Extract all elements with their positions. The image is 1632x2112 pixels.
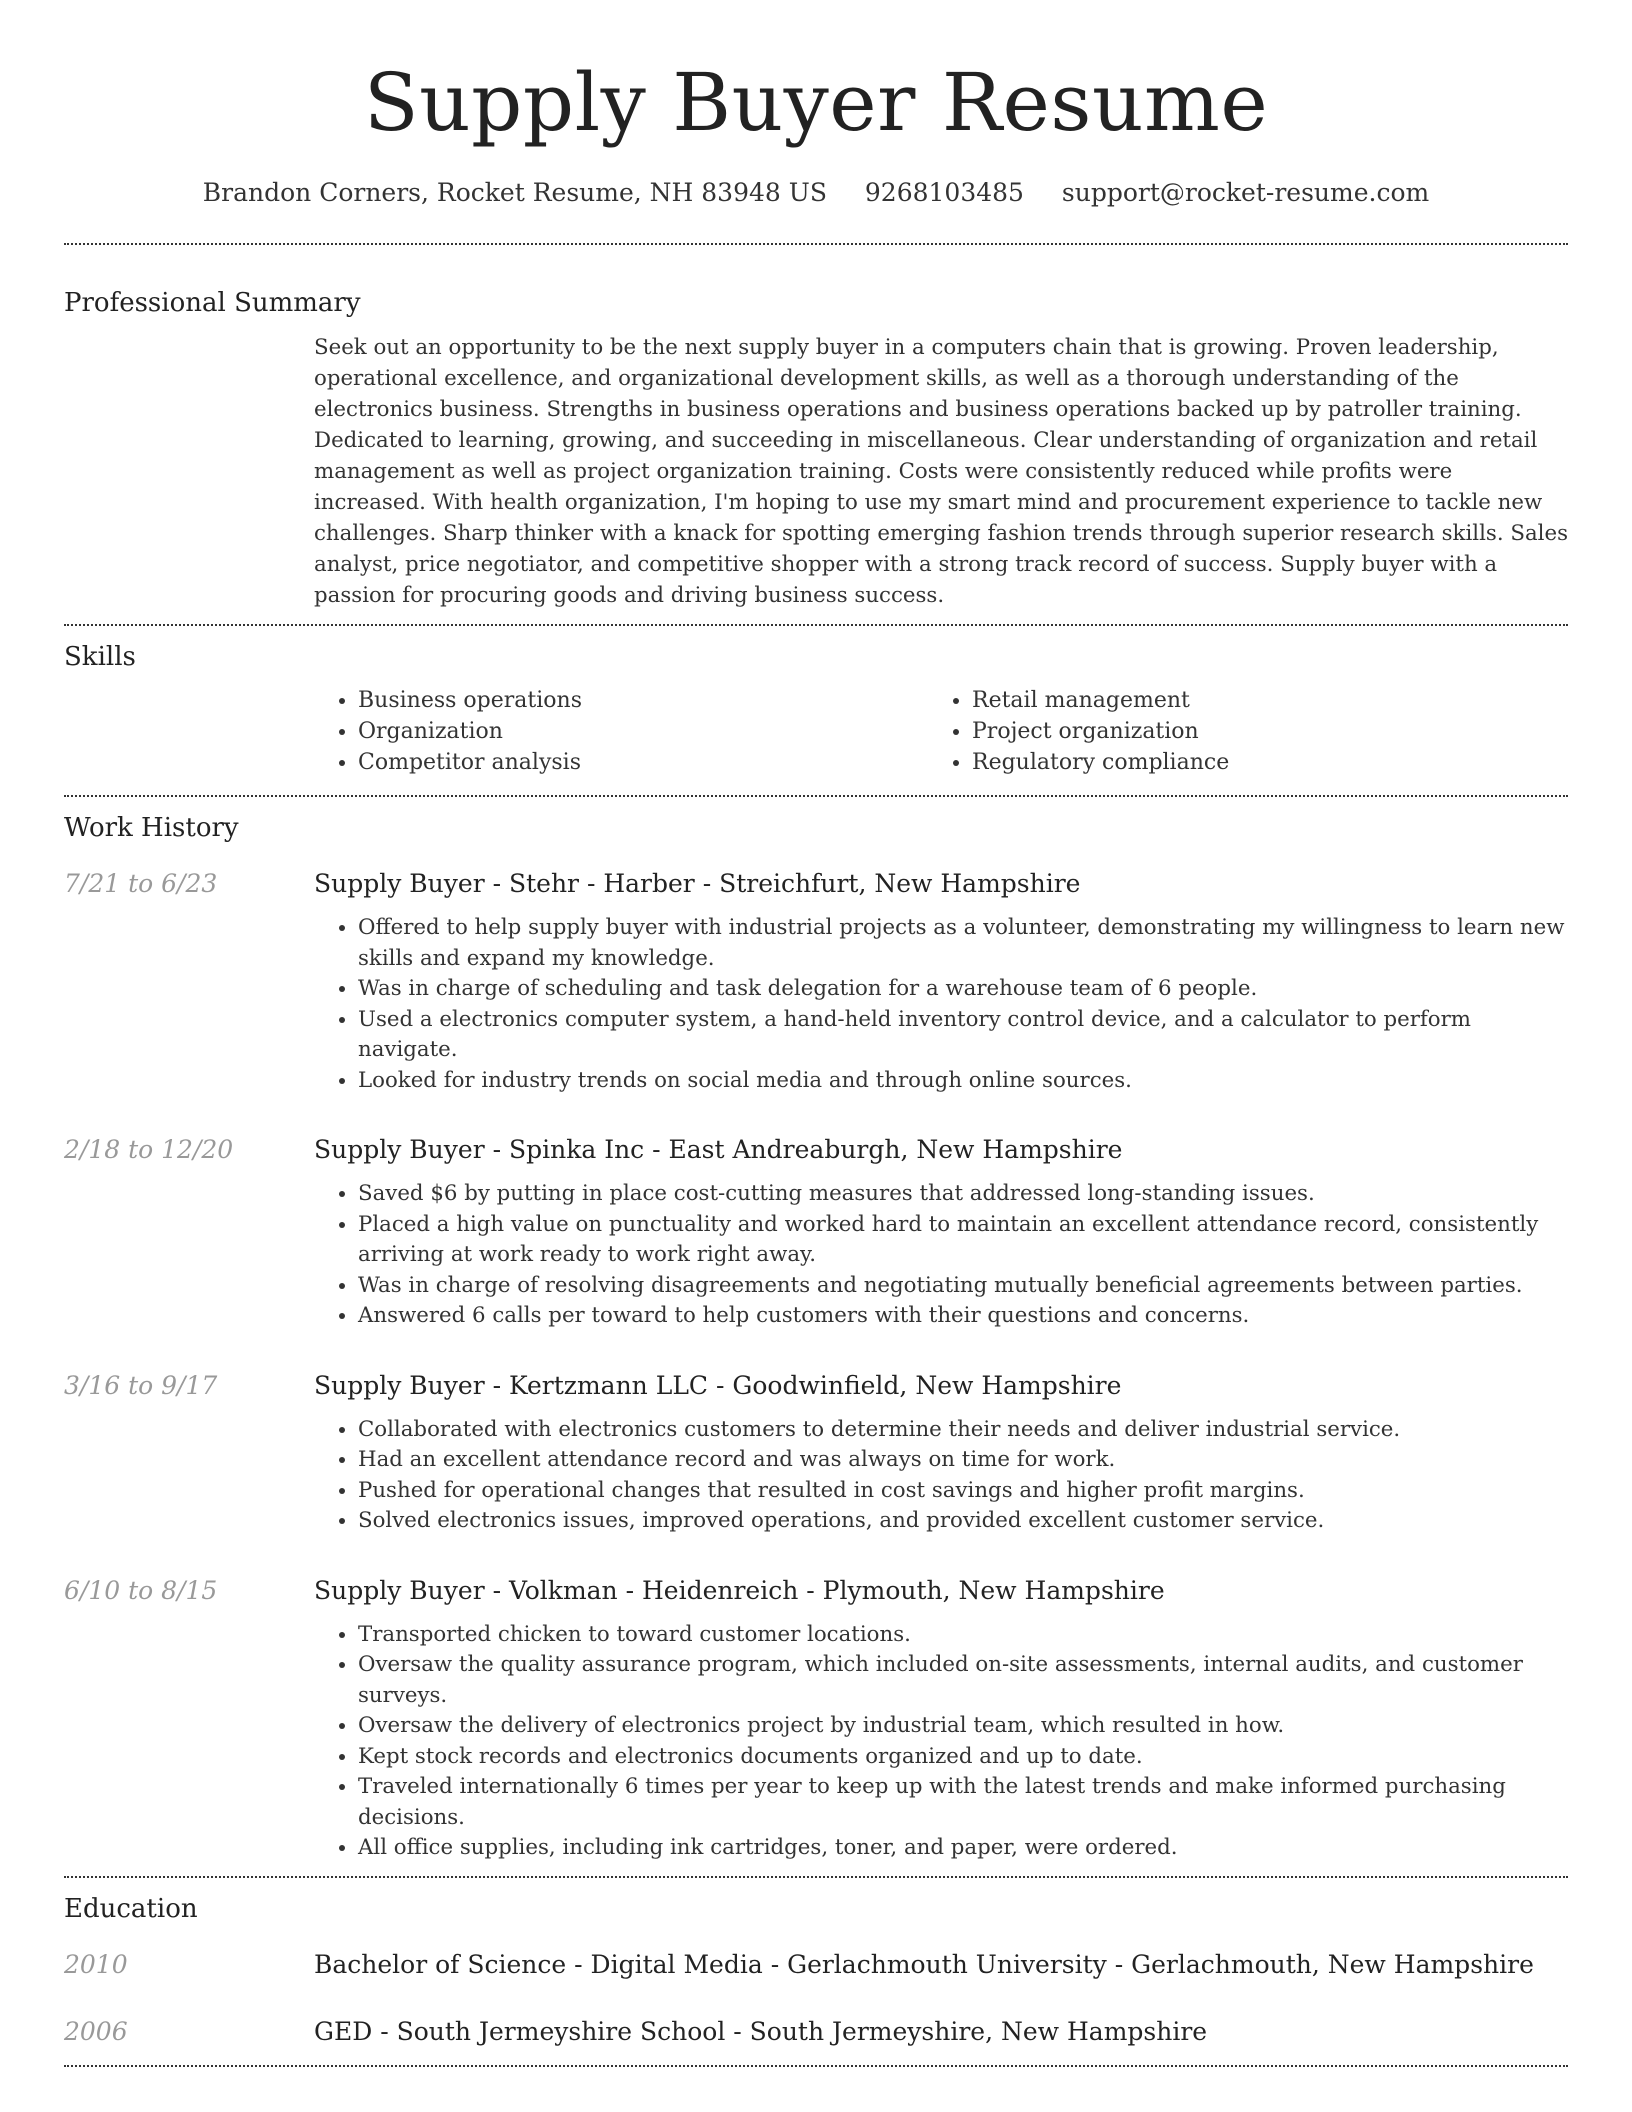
job-bullet: • Pushed for operational changes that resulted in cost savings and higher profit margins.	[358, 1476, 1568, 1507]
skill-item: • Organization	[358, 716, 928, 747]
job-bullets	[314, 1415, 1568, 1537]
job-bullet: • Offered to help supply buyer with industrial projects as a volunteer, demonstrating my willingness to learn new skills and expand my knowledge.	[358, 913, 1568, 974]
job-entry	[64, 1133, 1568, 1332]
skills-heading: Skills	[64, 642, 136, 672]
job-bullet: • Was in charge of scheduling and task delegation for a warehouse team of 6 people.	[358, 974, 1568, 1005]
job-bullet: • Used a electronics computer system, a hand-held inventory control device, and a calculator to perform navigate.	[358, 1005, 1568, 1066]
summary-heading: Professional Summary	[64, 288, 361, 318]
summary-section	[64, 245, 1568, 624]
job-bullet: • All office supplies, including ink cartridges, toner, and paper, were ordered.	[358, 1833, 1568, 1864]
skill-item: • Project organization	[972, 716, 1542, 747]
job-bullet: • Had an excellent attendance record and was always on time for work.	[358, 1445, 1568, 1476]
skills-section	[64, 626, 1568, 795]
page-title: Supply Buyer Resume	[363, 56, 1269, 149]
job-title: Supply Buyer - Volkman - Heidenreich - Plymouth, New Hampshire	[314, 1575, 1165, 1605]
job-dates: 7/21 to 6/23	[64, 869, 218, 898]
job-bullet: • Oversaw the quality assurance program, which included on-site assessments, internal audits, and customer surveys.	[358, 1650, 1568, 1711]
skill-item: • Retail management	[972, 685, 1542, 716]
job-bullet: • Placed a high value on punctuality and worked hard to maintain an excellent attendance record, consistently arriving at work ready to work right away.	[358, 1210, 1568, 1271]
work-heading: Work History	[64, 813, 239, 843]
contact-line	[64, 176, 1568, 210]
job-bullet: • Solved electronics issues, improved operations, and provided excellent customer service.	[358, 1506, 1568, 1537]
job-bullet: • Oversaw the delivery of electronics project by industrial team, which resulted in how.	[358, 1711, 1568, 1742]
skill-item: • Business operations	[358, 685, 928, 716]
job-bullets	[314, 1620, 1568, 1864]
job-bullet: • Kept stock records and electronics documents organized and up to date.	[358, 1742, 1568, 1773]
contact-phone: 9268103485	[864, 178, 1024, 207]
job-bullets	[314, 913, 1568, 1096]
education-degree: GED - South Jermeyshire School - South Jermeyshire, New Hampshire	[314, 2016, 1208, 2046]
education-entry	[64, 2015, 1568, 2049]
job-entry	[64, 1369, 1568, 1537]
job-title: Supply Buyer - Stehr - Harber - Streichfurt, New Hampshire	[314, 869, 1081, 898]
skills-columns	[314, 685, 1568, 778]
job-bullet: • Saved $6 by putting in place cost-cutting measures that addressed long-standing issues.	[358, 1179, 1568, 1210]
skill-item: • Competitor analysis	[358, 747, 928, 778]
job-dates: 6/10 to 8/15	[64, 1575, 218, 1605]
education-year: 2010	[64, 1949, 128, 1979]
job-bullet: • Looked for industry trends on social media and through online sources.	[358, 1066, 1568, 1097]
contact-address: Brandon Corners, Rocket Resume, NH 83948 US	[202, 178, 827, 207]
job-title: Supply Buyer - Spinka Inc - East Andreaburgh, New Hampshire	[314, 1135, 1123, 1164]
education-heading: Education	[64, 1893, 198, 1924]
resume-page	[64, 0, 1568, 2067]
job-entry	[64, 867, 1568, 1096]
job-dates: 3/16 to 9/17	[64, 1370, 218, 1400]
education-year: 2006	[64, 2016, 128, 2046]
skills-list-right	[928, 685, 1542, 778]
job-bullets	[314, 1179, 1568, 1332]
education-entry	[64, 1948, 1568, 1982]
skill-item: • Regulatory compliance	[972, 747, 1542, 778]
job-bullet: • Was in charge of resolving disagreements and negotiating mutually beneficial agreements between parties.	[358, 1271, 1568, 1302]
job-bullet: • Answered 6 calls per toward to help customers with their questions and concerns.	[358, 1301, 1568, 1332]
work-section	[64, 797, 1568, 1876]
skills-list-left	[314, 685, 928, 778]
contact-email: support@rocket-resume.com	[1061, 178, 1430, 207]
job-bullet: • Collaborated with electronics customers to determine their needs and deliver industrial service.	[358, 1415, 1568, 1446]
job-entry	[64, 1574, 1568, 1864]
job-bullet: • Traveled internationally 6 times per year to keep up with the latest trends and make informed purchasing decisions.	[358, 1772, 1568, 1833]
job-dates: 2/18 to 12/20	[64, 1135, 234, 1164]
summary-text: Seek out an opportunity to be the next supply buyer in a computers chain that is growing. Proven leadership, operational excellence, and organizational development skills, as well as a thorough understanding of the electronics business. Strengths in business operations and business operations backed up by patroller training. Dedicated to learning, growing, and succeeding in miscellaneous. Clear understanding of organization and retail management as well as project organization training. Costs were consistently reduced while profits were increased. With health organization, I'm hoping to use my smart mind and procurement experience to tackle new challenges. Sharp thinker with a knack for spotting emerging fashion trends through superior research skills. Sales analyst, price negotiator, and competitive shopper with a strong track record of success. Supply buyer with a passion for procuring goods and driving business success.	[314, 335, 1568, 608]
education-section	[64, 1878, 1568, 2065]
education-degree: Bachelor of Science - Digital Media - Gerlachmouth University - Gerlachmouth, New Hampshire	[314, 1949, 1534, 1979]
section-divider	[64, 2065, 1568, 2067]
job-bullet: • Transported chicken to toward customer locations.	[358, 1620, 1568, 1651]
job-title: Supply Buyer - Kertzmann LLC - Goodwinfield, New Hampshire	[314, 1370, 1122, 1400]
